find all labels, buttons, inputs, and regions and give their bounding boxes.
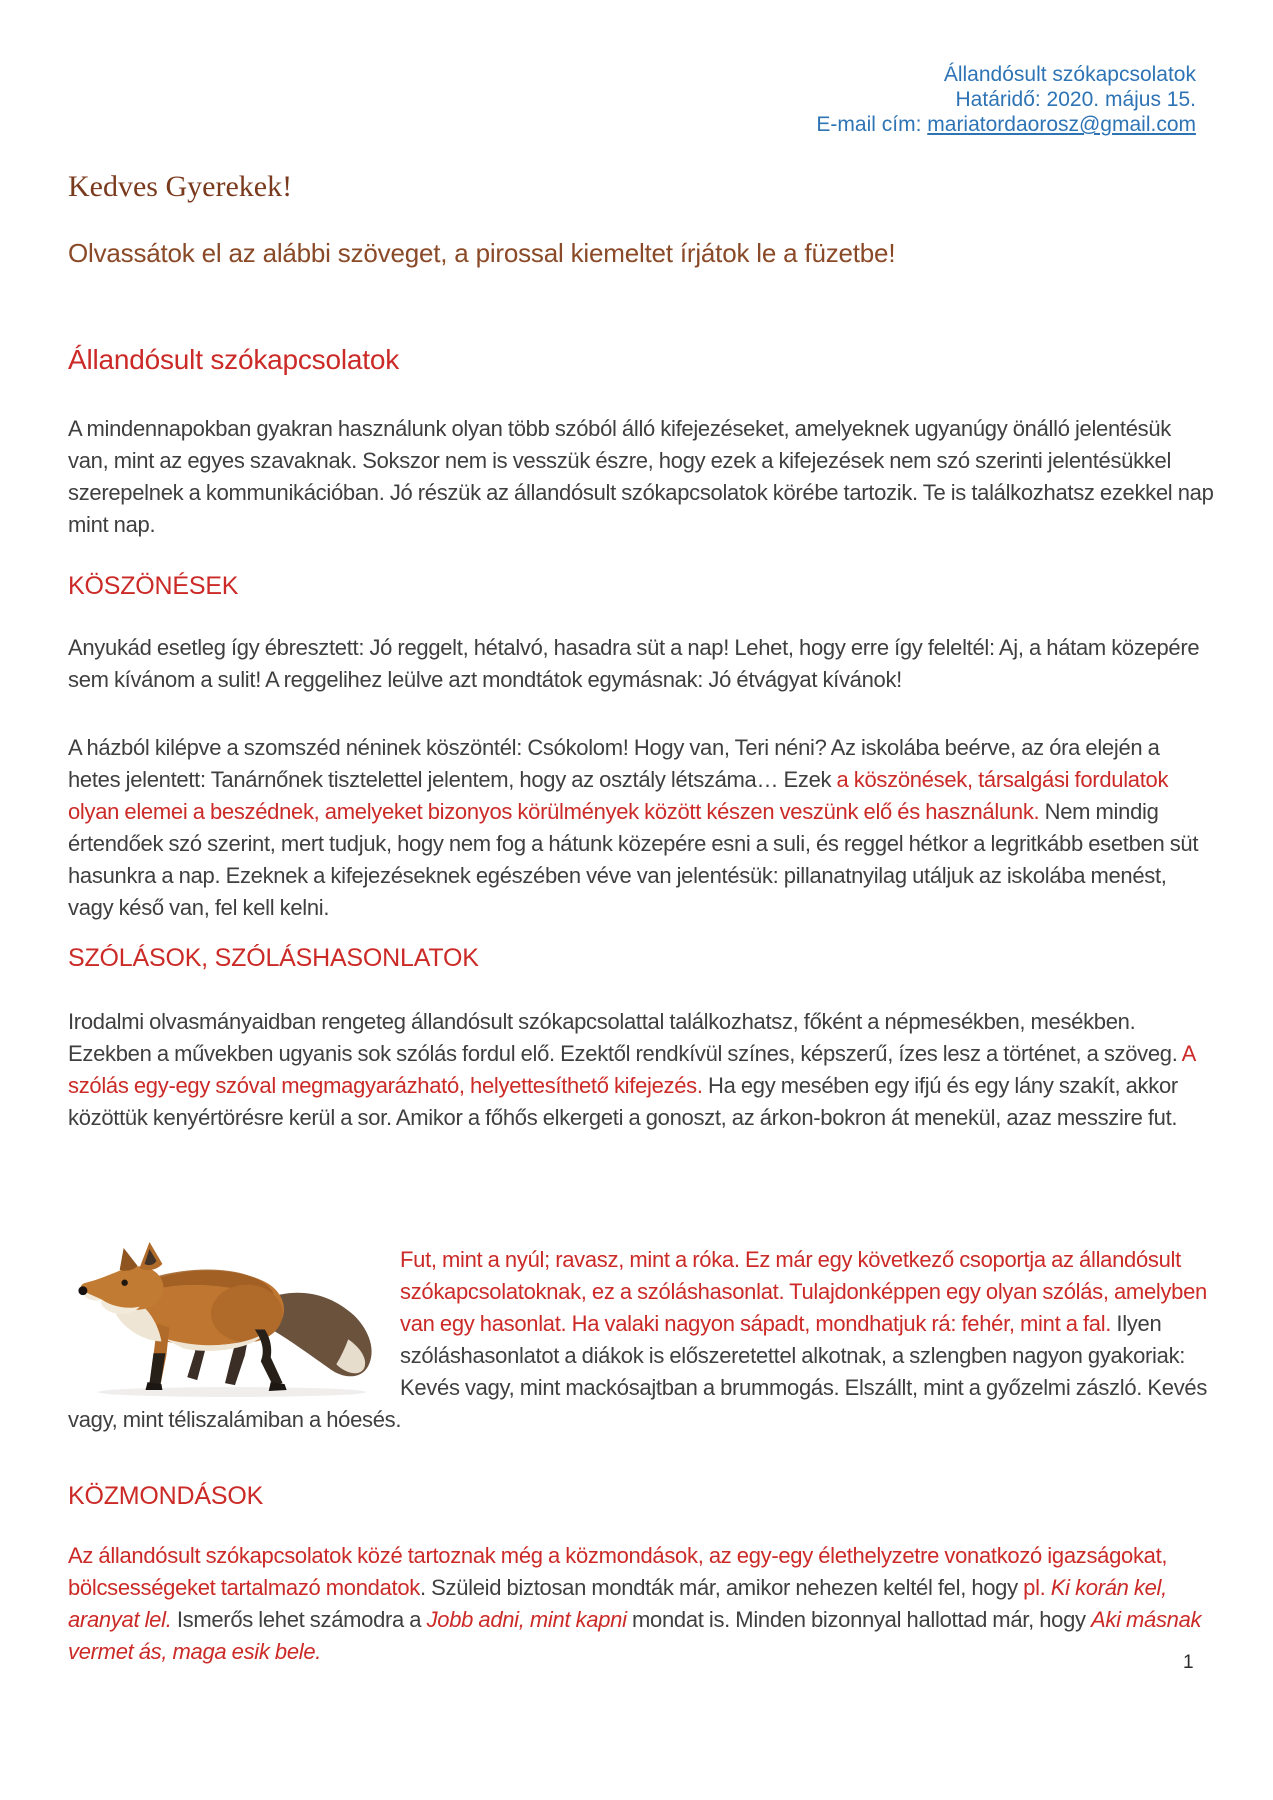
document-header [816, 62, 1196, 137]
highlighted-text-run: A szólás egy-egy szóval megmagyarázható, helyettesíthető kifejezés. [68, 1041, 1195, 1098]
szolasok-paragraph [68, 1006, 1216, 1134]
header-deadline: Határidő: 2020. május 15. [955, 88, 1196, 111]
text-run: Nem mindig értendőek szó szerint, mert tudjuk, hogy nem fog a hátunk közepére esni a suli, és reggel hétkor a legritkább esetben süt hasunkra a nap. Ezeknek a kifejezéseknek egészében véve van jelentésük: pillanatnyilag utáljuk az iskolába menést, vagy késő van, fel kell kelni. [68, 799, 1199, 920]
header-email-line [816, 112, 1196, 137]
text-run: Ilyen szóláshasonlatot a diákok is előszeretettel alkotnak, a szlengben nagyon gyakoriak: Kevés vagy, mint mackósajtban a brummogás. Elszállt, mint a győzelmi zászló. Kevés vagy, mint téliszalámiban a hóesés. [68, 1311, 1208, 1432]
text-run: A házból kilépve a szomszéd néninek köszöntél: Csókolom! Hogy van, Teri néni? Az iskolába beérve, az óra elején a hetes jelentett: Tanárnőnek tisztelettel jelentem, hogy az osztály létszáma… Ezek [68, 735, 1160, 792]
document-title: Állandósult szókapcsolatok [68, 344, 399, 375]
szolashasonlat-paragraph [68, 1244, 1216, 1436]
instruction-text: Olvassátok el az alábbi szöveget, a pirossal kiemeltet írjátok le a füzetbe! [68, 238, 896, 268]
highlighted-text-run: pl. [1023, 1575, 1051, 1600]
highlighted-text-run: Aki másnak vermet ás, maga esik bele. [68, 1607, 1202, 1664]
fox-image [68, 1240, 386, 1399]
highlighted-text-run: Jobb adni, mint kapni [426, 1607, 627, 1632]
highlighted-text-run: Ki korán kel, aranyat lel. [68, 1575, 1167, 1632]
koszonesek-paragraph-1: Anyukád esetleg így ébresztett: Jó reggelt, hétalvó, hasadra süt a nap! Lehet, hogy erre így feleltél: Aj, a hátam közepére sem kívánom a sulit! A reggelihez leülve azt mondtátok egymásnak: Jó étvágyat kívánok! [68, 635, 1200, 692]
text-run: mondat is. Minden bizonnyal hallottad már, hogy [626, 1607, 1092, 1632]
intro-paragraph: A mindennapokban gyakran használunk olyan több szóból álló kifejezéseket, amelyeknek ugyanúgy önálló jelentésük van, mint az egyes szavaknak. Sokszor nem is vesszük észre, hogy ezek a kifejezések nem szó szerinti jelentésükkel szerepelnek a kommunikációban. Jó részük az állandósult szókapcsolatok körébe tartozik. Te is találkozhatsz ezekkel nap mint nap. [68, 416, 1214, 537]
header-email-label: E-mail cím: [816, 113, 928, 136]
text-run: Ha egy mesében egy ifjú és egy lány szakít, akkor közöttük kenyértörésre kerül a sor. Amikor a főhős elkergeti a gonoszt, az árkon-bokron át menekül, azaz messzire fut. [68, 1073, 1178, 1130]
header-title: Állandósult szókapcsolatok [943, 63, 1196, 86]
highlighted-text-run: Fut, mint a nyúl; ravasz, mint a róka. Ez már egy következő csoportja az állandósult szókapcsolatoknak, ez a szóláshasonlat. Tulajdonképpen egy olyan szólás, amelyben van egy hasonlat. Ha valaki nagyon sápadt, mondhatjuk rá: fehér, mint a fal. [400, 1247, 1207, 1336]
text-run: Ismerős lehet számodra a [171, 1607, 427, 1632]
koszonesek-paragraph-2 [68, 732, 1216, 924]
highlighted-text-run: a köszönések, társalgási fordulatok olyan elemei a beszédnek, amelyeket bizonyos körülmények között készen veszünk elő és használunk. [68, 767, 1169, 824]
section-heading-kozmondasok: KÖZMONDÁSOK [68, 1482, 264, 1510]
text-run: Irodalmi olvasmányaidban rengeteg állandósult szókapcsolattal találkozhatsz, főként a népmesékben, mesékben. Ezekben a művekben ugyanis sok szólás fordul elő. Ezektől rendkívül színes, képszerű, ízes lesz a történet, a szöveg. [68, 1009, 1182, 1066]
kozmondasok-paragraph [68, 1540, 1216, 1668]
email-link[interactable]: mariatordaorosz@gmail.com [927, 113, 1196, 136]
highlighted-text-run: Az állandósult szókapcsolatok közé tartoznak még a közmondások, az egy-egy élethelyzetre vonatkozó igazságokat, bölcsességeket tartalmazó mondatok [68, 1543, 1168, 1600]
greeting-text: Kedves Gyerekek! [68, 170, 293, 203]
page-number: 1 [1183, 1652, 1194, 1673]
text-run: . Szüleid biztosan mondták már, amikor nehezen keltél fel, hogy [420, 1575, 1024, 1600]
section-heading-koszonesek: KÖSZÖNÉSEK [68, 572, 239, 600]
section-heading-szolasok: SZÓLÁSOK, SZÓLÁSHASONLATOK [68, 944, 479, 972]
